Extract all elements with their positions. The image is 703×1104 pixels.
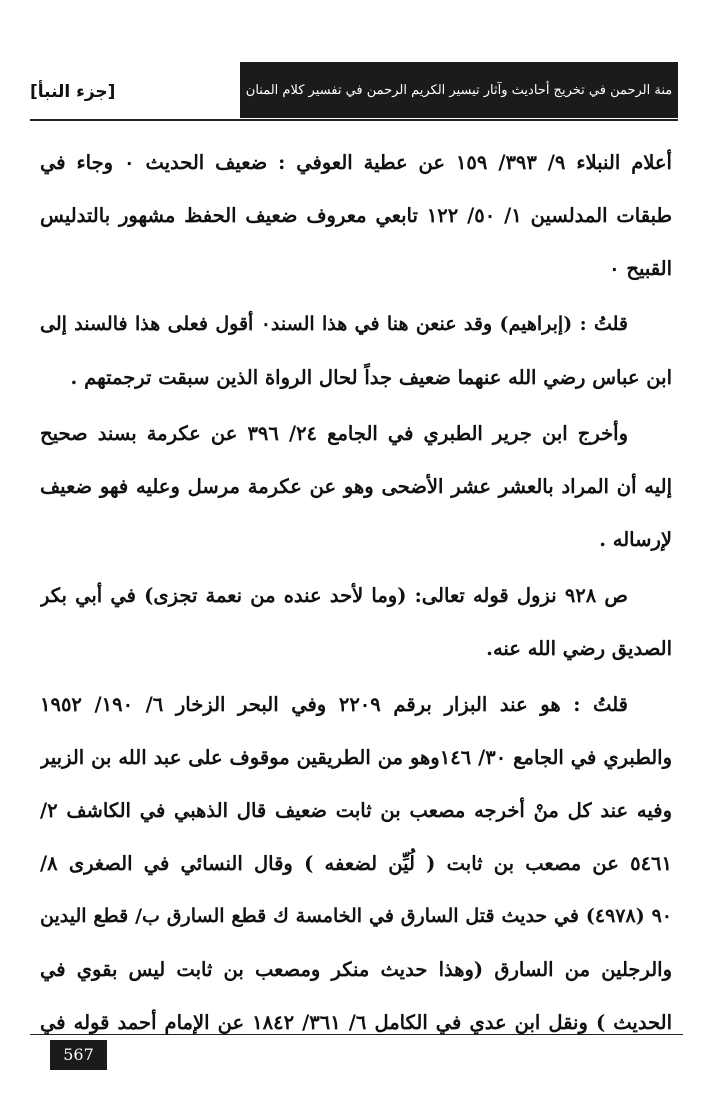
text-line: لإرساله . [599,528,672,551]
text-line: والطبري في الجامع ٣٠/ ١٤٦وهو من الطريقين موقوف على عبد الله بن الزبير [40,746,672,769]
text-line: وأخرج ابن جرير الطبري في الجامع ٢٤/ ٣٩٦ عن عكرمة بسند صحيح [40,422,628,445]
text-line: وفيه عند كل منْ أخرجه مصعب بن ثابت ضعيف قال الذهبي في الكاشف ٢/ [40,799,672,822]
page-number: 567 [50,1040,107,1070]
book-title: منة الرحمن في تخريج أحاديث وآثار تيسير الكريم الرحمن في تفسير كلام المنان [245,82,673,98]
header-divider [30,119,678,121]
text-line: ٩٠ (٤٩٧٨) في حديث قتل السارق في الخامسة ك قطع السارق ب/ قطع اليدين [40,905,672,927]
text-line: قلتُ : (إبراهيم) وقد عنعن هنا في هذا السند٠ أقول فعلى هذا فالسند إلى [40,313,628,335]
text-line: أعلام النبلاء ٩/ ٣٩٣/ ١٥٩ عن عطية العوفي : ضعيف الحديث ٠ وجاء في [40,151,672,174]
text-line: ابن عباس رضي الله عنهما ضعيف جداً لحال الرواة الذين سبقت ترجمتهم . [70,366,672,389]
text-line: قلتُ : هو عند البزار برقم ٢٢٠٩ وفي البحر الزخار ٦/ ١٩٠/ ١٩٥٢ [40,693,628,716]
part-label: [جزء النبأ] [30,82,116,102]
text-line: ص ٩٢٨ نزول قوله تعالى: (وما لأحد عنده من نعمة تجزى) في أبي بكر [40,584,628,607]
book-title-banner [240,62,678,118]
text-line: الحديث ) ونقل ابن عدي في الكامل ٦/ ٣٦١/ ١٨٤٢ عن الإمام أحمد قوله في [40,1011,672,1034]
text-line: إليه أن المراد بالعشر عشر الأضحى وهو عن عكرمة مرسل وعليه فهو ضعيف [40,475,672,498]
text-line: القبيح ٠ [609,257,672,280]
text-line: الصديق رضي الله عنه. [486,637,672,660]
text-line: طبقات المدلسين ١/ ٥٠/ ١٢٢ تابعي معروف ضعيف الحفظ مشهور بالتدليس [40,204,672,227]
page-body [40,136,672,1049]
text-line: والرجلين من السارق (وهذا حديث منكر ومصعب بن ثابت ليس بقوي في [40,958,672,981]
footer-divider [30,1034,683,1035]
text-line: ٥٤٦١ عن مصعب بن ثابت ( لُيِّن لضعفه ) وقال النسائي في الصغرى ٨/ [40,852,672,875]
